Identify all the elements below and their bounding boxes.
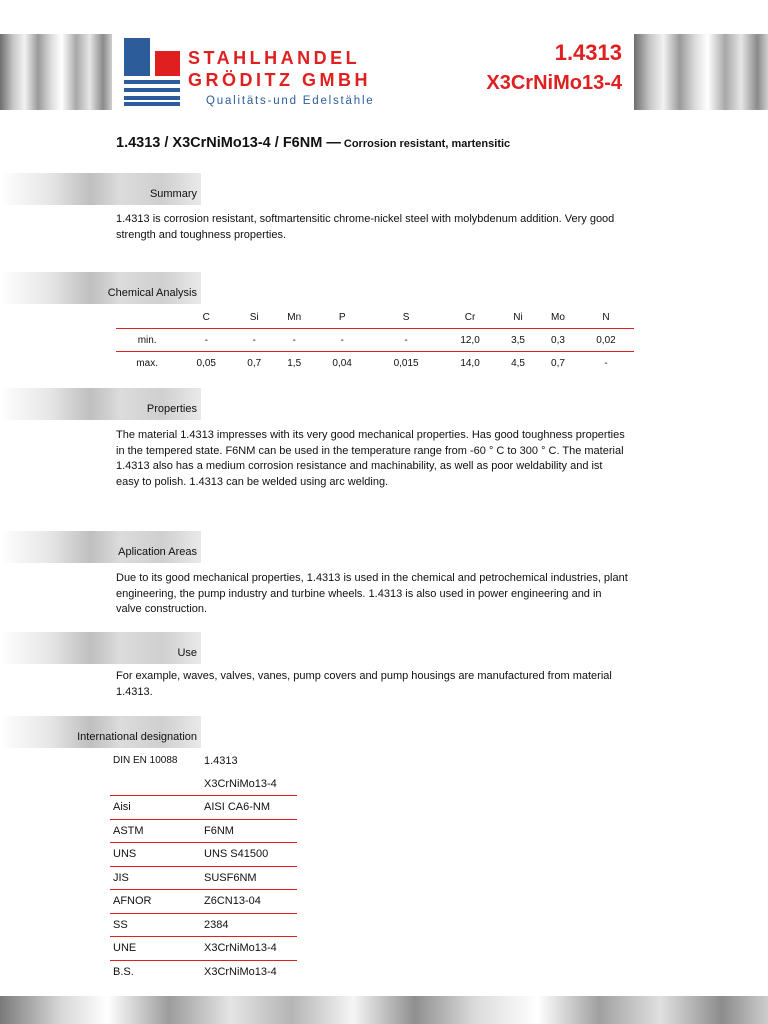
- table-cell: 4,5: [511, 357, 525, 369]
- designation-value: X3CrNiMo13-4: [201, 773, 297, 796]
- page-title: [116, 134, 510, 152]
- summary-text: 1.4313 is corrosion resistant, softmartensitic chrome-nickel steel with molybdenum addition. Very good strength and toughness properties.: [116, 213, 615, 241]
- table-row: [116, 352, 634, 375]
- table-cell: max.: [136, 357, 158, 369]
- designation-value: X3CrNiMo13-4: [201, 937, 297, 961]
- table-cell: -: [604, 357, 608, 369]
- table-cell: 12,0: [442, 329, 498, 352]
- table-cell: 14,0: [460, 357, 480, 369]
- material-number: 1.4313: [554, 40, 622, 65]
- designation-value: AISI CA6-NM: [201, 796, 297, 820]
- table-header-cell: N: [602, 311, 610, 323]
- table-cell: 0,02: [578, 329, 634, 352]
- designation-standard: AFNOR: [110, 890, 201, 914]
- table-header-cell: S: [402, 311, 410, 323]
- section-header-properties: [0, 388, 201, 420]
- section-heading: International designation: [77, 731, 197, 743]
- header-steel-band-left: [0, 34, 112, 110]
- application-text: Due to its good mechanical properties, 1.4313 is used in the chemical and petrochemical industries, plant engineering, the pump industry and turbine wheels. 1.4313 is also used in power engineering and in valve construction.: [116, 572, 628, 615]
- table-cell: 0,3: [538, 329, 578, 352]
- designation-standard: B.S.: [113, 965, 134, 978]
- section-header-chemical-analysis: [0, 272, 201, 304]
- table-row: [110, 890, 297, 914]
- table-cell: 0,015: [393, 357, 419, 369]
- table-header-cell: C: [202, 311, 210, 323]
- designation-value: 1.4313: [204, 755, 238, 767]
- section-header-use: [0, 632, 201, 664]
- properties-text: The material 1.4313 impresses with its very good mechanical properties. Has good toughness properties in the tempered state. F6NM can be used in the temperature range from -60 ° C to 300 ° C. The material 1.4313 also has a medium corrosion resistance and machinability, as well as poor weldability and ist easy to polish. 1.4313 can be welded using arc welding.: [116, 429, 625, 488]
- table-header-cell: Cr: [464, 311, 476, 323]
- footer-steel-band: [0, 996, 768, 1024]
- designation-standard: JIS: [110, 866, 201, 890]
- table-cell: 0,04: [332, 357, 352, 369]
- table-row: [110, 773, 297, 796]
- table-header-cell: [116, 306, 178, 329]
- table-row: [110, 796, 297, 820]
- designation-value: 2384: [201, 913, 297, 937]
- table-cell: -: [274, 329, 314, 352]
- table-cell: -: [314, 329, 370, 352]
- table-row: [110, 913, 297, 937]
- section-header-application-areas: [0, 531, 201, 563]
- designation-value: F6NM: [201, 819, 297, 843]
- section-heading: Chemical Analysis: [107, 287, 197, 299]
- table-cell: 0,7: [551, 357, 565, 369]
- designation-standard: UNE: [110, 937, 201, 961]
- brand-tagline: Qualitäts-und Edelstähle: [206, 95, 375, 107]
- section-heading: Use: [177, 647, 197, 659]
- table-row: [110, 819, 297, 843]
- designation-value: X3CrNiMo13-4: [204, 965, 277, 978]
- table-row: [110, 960, 297, 983]
- company-logo: [124, 38, 180, 106]
- section-heading: Properties: [146, 403, 197, 415]
- table-header-cell: Mo: [551, 311, 565, 323]
- section-header-international-designation: [0, 716, 201, 748]
- table-row: [110, 937, 297, 961]
- section-header-summary: [0, 173, 201, 205]
- brand-name-line1: STAHLHANDEL: [188, 48, 361, 68]
- page-title-main: 1.4313 / X3CrNiMo13-4 / F6NM —: [116, 135, 341, 151]
- header-steel-band-right: [634, 34, 768, 110]
- chemical-analysis-table: [116, 306, 634, 374]
- designation-standard: SS: [110, 913, 201, 937]
- table-cell: 3,5: [498, 329, 538, 352]
- table-cell: 0,7: [247, 357, 262, 369]
- table-cell: -: [234, 329, 274, 352]
- section-heading: Summary: [149, 188, 197, 200]
- designation-standard: ASTM: [110, 819, 201, 843]
- table-header-cell: P: [338, 311, 346, 323]
- table-row: [116, 329, 634, 352]
- table-header-cell: Mn: [287, 311, 302, 323]
- table-header-cell: Ni: [513, 311, 523, 323]
- table-cell: -: [370, 329, 442, 352]
- table-header-cell: Si: [249, 311, 259, 323]
- table-row: [110, 866, 297, 890]
- page-title-subtitle: Corrosion resistant, martensitic: [340, 138, 511, 150]
- brand-name-line2: GRÖDITZ GMBH: [188, 70, 371, 90]
- use-text: For example, waves, valves, vanes, pump covers and pump housings are manufactured from material 1.4313.: [116, 670, 612, 698]
- table-header-row: [116, 306, 634, 329]
- section-heading: Aplication Areas: [118, 546, 197, 558]
- table-cell: min.: [116, 329, 178, 352]
- table-cell: 1,5: [287, 357, 302, 369]
- table-cell: 0,05: [196, 357, 216, 369]
- material-name: X3CrNiMo13-4: [486, 72, 622, 94]
- designation-value: UNS S41500: [201, 843, 297, 867]
- table-cell-empty: [110, 773, 201, 796]
- designation-value: Z6CN13-04: [201, 890, 297, 914]
- table-row: [110, 843, 297, 867]
- designation-standard: Aisi: [110, 796, 201, 820]
- international-designation-table: [110, 750, 297, 983]
- table-cell: -: [178, 329, 234, 352]
- designation-standard: DIN EN 10088: [113, 755, 178, 766]
- designation-value: SUSF6NM: [201, 866, 297, 890]
- table-row: [110, 750, 297, 773]
- designation-standard: UNS: [110, 843, 201, 867]
